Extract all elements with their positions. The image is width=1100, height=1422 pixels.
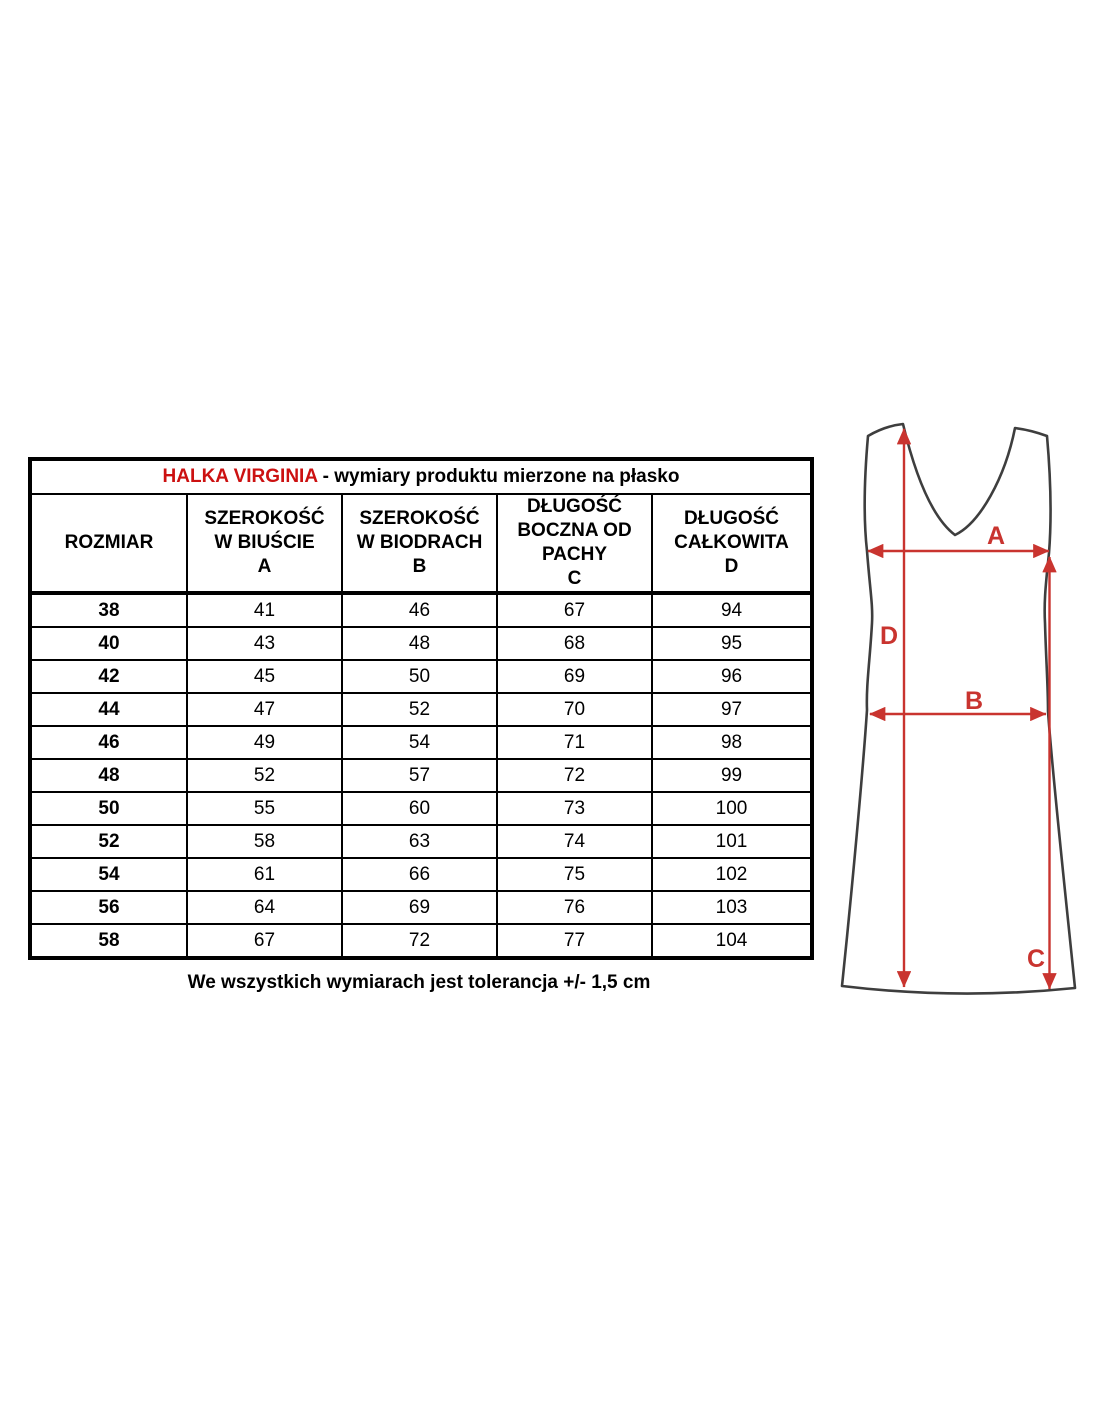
hips-cell: 54 [342, 726, 497, 759]
side-length-cell: 67 [497, 593, 652, 627]
column-header-line: DŁUGOŚĆ [527, 496, 622, 518]
tolerance-note: We wszystkich wymiarach jest tolerancja +/- 1,5 cm [187, 972, 651, 993]
dress-diagram [830, 410, 1100, 1022]
size-row-50 [30, 792, 812, 825]
table-title-row [30, 459, 812, 494]
total-length-cell: 101 [652, 825, 812, 858]
column-header-row [30, 494, 812, 593]
side-length-cell: 77 [497, 924, 652, 958]
column-header-line: B [412, 555, 427, 577]
column-header-line: SZEROKOŚĆ [204, 508, 325, 530]
bust-cell: 61 [187, 858, 342, 891]
total-length-cell: 99 [652, 759, 812, 792]
bust-cell: 43 [187, 627, 342, 660]
title-suffix: - wymiary produktu mierzone na płasko [317, 466, 680, 487]
bust-cell: 47 [187, 693, 342, 726]
column-header-line: BOCZNA OD [517, 520, 632, 542]
side-length-cell: 69 [497, 660, 652, 693]
total-length-cell: 94 [652, 593, 812, 627]
side-length-cell: 76 [497, 891, 652, 924]
size-cell: 44 [30, 693, 187, 726]
total-length-cell: 104 [652, 924, 812, 958]
size-cell: 58 [30, 924, 187, 958]
hips-cell: 60 [342, 792, 497, 825]
size-cell: 50 [30, 792, 187, 825]
column-header-line: PACHY [541, 544, 608, 565]
column-header-side-c [497, 494, 652, 593]
hips-cell: 52 [342, 693, 497, 726]
size-row-54 [30, 858, 812, 891]
table-body [30, 593, 812, 958]
size-cell: 46 [30, 726, 187, 759]
side-length-cell: 75 [497, 858, 652, 891]
hips-cell: 69 [342, 891, 497, 924]
total-length-cell: 95 [652, 627, 812, 660]
bust-cell: 45 [187, 660, 342, 693]
size-cell: 52 [30, 825, 187, 858]
column-header-total-d [652, 494, 812, 593]
side-length-cell: 73 [497, 792, 652, 825]
size-row-58 [30, 924, 812, 958]
total-length-cell: 97 [652, 693, 812, 726]
label-c: C [1026, 945, 1046, 973]
column-header-line: CAŁKOWITA [674, 532, 789, 554]
hips-cell: 57 [342, 759, 497, 792]
column-header-bust-a [187, 494, 342, 593]
size-row-44 [30, 693, 812, 726]
total-length-cell: 100 [652, 792, 812, 825]
column-header-line: SZEROKOŚĆ [359, 508, 480, 530]
size-cell: 48 [30, 759, 187, 792]
hips-cell: 48 [342, 627, 497, 660]
hips-cell: 63 [342, 825, 497, 858]
column-header-line: A [257, 555, 272, 577]
size-row-56 [30, 891, 812, 924]
size-row-42 [30, 660, 812, 693]
bust-cell: 41 [187, 593, 342, 627]
size-cell: 56 [30, 891, 187, 924]
column-header-hips-b [342, 494, 497, 593]
total-length-cell: 96 [652, 660, 812, 693]
column-header-line: W BIUŚCIE [214, 532, 315, 554]
side-length-cell: 71 [497, 726, 652, 759]
size-row-46 [30, 726, 812, 759]
side-length-cell: 70 [497, 693, 652, 726]
bust-cell: 49 [187, 726, 342, 759]
bust-cell: 58 [187, 825, 342, 858]
total-length-cell: 98 [652, 726, 812, 759]
column-header-line: D [724, 555, 739, 577]
bust-cell: 55 [187, 792, 342, 825]
size-cell: 40 [30, 627, 187, 660]
label-a: A [986, 522, 1006, 550]
column-header-line: C [567, 567, 582, 589]
hips-cell: 50 [342, 660, 497, 693]
hips-cell: 66 [342, 858, 497, 891]
bust-cell: 64 [187, 891, 342, 924]
product-name: HALKA VIRGINIA [162, 466, 318, 487]
table-title [30, 459, 812, 494]
side-length-cell: 74 [497, 825, 652, 858]
total-length-cell: 103 [652, 891, 812, 924]
hips-cell: 46 [342, 593, 497, 627]
column-header-line: W BIODRACH [356, 532, 483, 554]
dress-outline [842, 424, 1075, 994]
side-length-cell: 72 [497, 759, 652, 792]
size-cell: 38 [30, 593, 187, 627]
side-length-cell: 68 [497, 627, 652, 660]
column-header-line: DŁUGOŚĆ [684, 508, 780, 530]
column-header-line: ROZMIAR [64, 532, 154, 554]
hips-cell: 72 [342, 924, 497, 958]
label-d: D [879, 622, 899, 650]
size-row-38 [30, 593, 812, 627]
bust-cell: 52 [187, 759, 342, 792]
size-row-52 [30, 825, 812, 858]
size-chart-table [28, 457, 814, 960]
column-header-rozmiar [30, 494, 187, 593]
size-cell: 42 [30, 660, 187, 693]
total-length-cell: 102 [652, 858, 812, 891]
size-row-48 [30, 759, 812, 792]
size-cell: 54 [30, 858, 187, 891]
bust-cell: 67 [187, 924, 342, 958]
label-b: B [964, 687, 984, 715]
size-row-40 [30, 627, 812, 660]
